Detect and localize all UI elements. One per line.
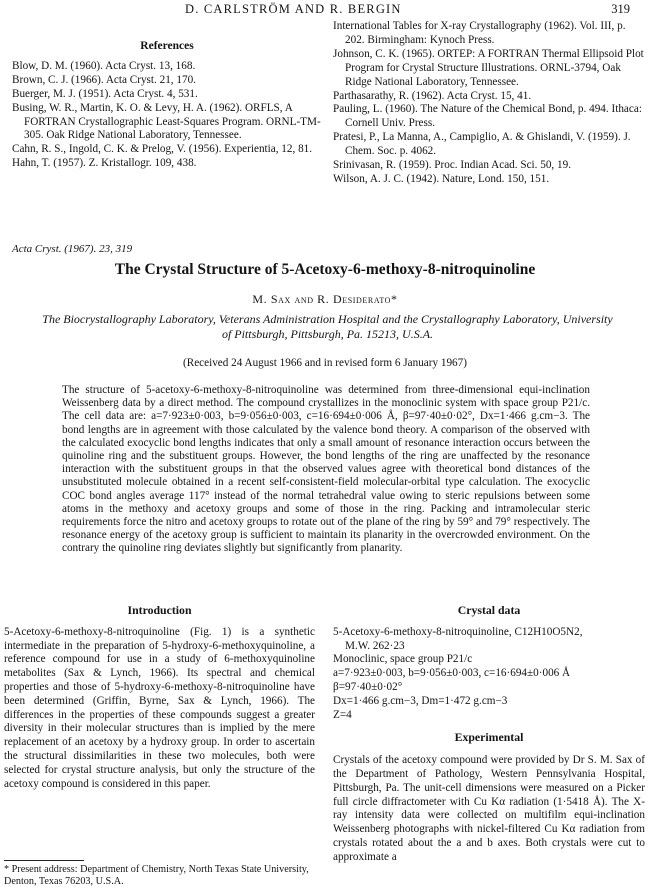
introduction-text: 5-Acetoxy-6-methoxy-8-nitroquinoline (Fig. 1) is a synthetic intermediate in the preparation of 5-hydroxy-6-methoxyquinoline, a reference compound for use in a study of 6-methoxyquinoline metabolites (Sax & Lynch, 1966). Its spectral and chemical properties and those of 5-hydroxy-6-methoxy-8-nitroquinoline have been determined (Griffin, Byrne, Sax & Lynch, 1966). The differences in the properties of these compounds suggest a greater diversity in their molecular structures than is implied by the mere replacement of an acetoxy by a hydroxy group. In order to ascertain the structural dissimilarities in these two molecules, both were selected for crystal structure analysis, but only the structure of the acetoxy compound is considered in this paper. <box>4 625 315 790</box>
running-head <box>0 2 650 20</box>
reference-item: Pratesi, P., La Manna, A., Campiglio, A. & Ghislandi, V. (1959). J. Chem. Soc. p. 4062. <box>333 131 631 158</box>
reference-item: Parthasarathy, R. (1962). Acta Cryst. 15, 41. <box>333 89 532 102</box>
crystal-data-line: β=97·40±0·02° <box>333 680 403 693</box>
article-title: The Crystal Structure of 5-Acetoxy-6-methoxy-8-nitroquinoline <box>114 261 536 278</box>
introduction-heading: Introduction <box>127 603 192 617</box>
crystal-data-line: Monoclinic, space group P21/c <box>333 653 473 666</box>
experimental-text: Crystals of the acetoxy compound were provided by Dr S. M. Sax of the Department of Pathology, Western Pennsylvania Hospital, Pittsburgh, Pa. The unit-cell dimensions were measured on a Picker full circle diffractometer with Cu Kα radiation (1·5418 Å). The X-ray intensity data were collected on multifilm equi-inclination Weissenberg photographs with nickel-filtered Cu Kα radiation from crystals rotated about the a and b axes. Both crystals were cut to approximate a <box>333 754 645 863</box>
article-authors: M. Sax and R. Desiderato* <box>252 292 398 306</box>
reference-item: Johnson, C. K. (1965). ORTEP: A FORTRAN Thermal Ellipsoid Plot Program for Crystal Structure Illustrations. ORNL-3794, Oak Ridge National Laboratory, Tennessee. <box>333 47 644 88</box>
abstract: The structure of 5-acetoxy-6-methoxy-8-nitroquinoline was determined from three-dimensional equi-inclination Weissenberg data by a direct method. The compound crystallizes in the monoclinic system with space group P21/c. The cell data are: a=7·923±0·003, b=9·056±0·003, c=16·694±0·006 Å, β=97·40±0·02°, Dx=1·466 g.cm−3. The bond lengths are in agreement with those calculated by the valence bond theory. A comparison of the observed with the calculated exocyclic bond lengths indicates that only a small amount of resonance interaction occurs between the quinoline ring and the substituent groups. However, the bond lengths of the ring are unaffected by the resonance interaction with the substituent groups in that the observed values agree with theoretical bond distances of the unsubstituted molecule obtained in a recent self-consistent-field molecular-orbital type calculation. The exocyclic COC bond angles average 117° instead of the normal tetrahedral value owing to steric repulsions between some atoms in the methoxy and acetoxy groups and some of those in the ring. Packing and intramolecular steric requirements force the nitro and acetoxy groups to rotate out of the plane of the ring by 59° and 79° respectively. The resonance energy of the acetoxy group is sufficient to maintain its planarity in the overcrowded environment. On the contrary the quinoline ring deviates slightly but significantly from planarity. <box>62 384 590 555</box>
reference-item: International Tables for X-ray Crystallography (1962). Vol. III, p. 202. Birmingham: Kynoch Press. <box>333 20 626 46</box>
reference-item: Pauling, L. (1960). The Nature of the Chemical Bond, p. 494. Ithaca: Cornell Univ. Press. <box>333 103 642 130</box>
reference-item: Busing, W. R., Martin, K. O. & Levy, H. A. (1962). ORFLS, A FORTRAN Crystallographic Least-Squares Program. ORNL-TM-305. Oak Ridge National Laboratory, Tennessee. <box>12 101 321 142</box>
reference-item: Wilson, A. J. C. (1942). Nature, Lond. 150, 151. <box>333 172 550 185</box>
running-head-title: D. CARLSTRÖM AND R. BERGIN <box>185 2 402 16</box>
crystal-data-line: Z=4 <box>333 708 352 721</box>
page-number: 319 <box>611 2 630 16</box>
introduction-section <box>4 604 315 791</box>
experimental-heading: Experimental <box>454 730 524 745</box>
reference-item: Buerger, M. J. (1951). Acta Cryst. 4, 531. <box>12 87 198 100</box>
crystal-data-line: 5-Acetoxy-6-methoxy-8-nitroquinoline, C12H10O5N2, <box>333 625 583 638</box>
reference-item: Hahn, T. (1957). Z. Kristallogr. 109, 438. <box>12 157 197 170</box>
received-dates: (Received 24 August 1966 and in revised form 6 January 1967) <box>183 357 467 369</box>
author-affiliation: The Biocrystallography Laboratory, Veterans Administration Hospital and the Crystallography Laboratory, University of Pittsburgh, Pittsburgh, Pa. 15213, U.S.A. <box>42 312 613 341</box>
reference-item: Srinivasan, R. (1959). Proc. Indian Acad. Sci. 50, 19. <box>333 159 572 172</box>
references-left-column <box>12 40 322 171</box>
reference-item: Cahn, R. S., Ingold, C. K. & Prelog, V. (1956). Experientia, 12, 81. <box>12 143 313 156</box>
journal-citation: Acta Cryst. (1967). 23, 319 <box>12 243 133 255</box>
reference-item: Blow, D. M. (1960). Acta Cryst. 13, 168. <box>12 59 196 72</box>
crystal-data-line: Dx=1·466 g.cm−3, Dm=1·472 g.cm−3 <box>333 694 508 707</box>
crystal-data-heading: Crystal data <box>457 603 521 617</box>
reference-item: Brown, C. J. (1966). Acta Cryst. 21, 170. <box>12 73 196 86</box>
crystal-data-line: M.W. 262·23 <box>345 639 405 652</box>
footnote-divider <box>4 860 84 861</box>
footnote: * Present address: Department of Chemistry, North Texas State University, Denton, Texas 76203, U.S.A. <box>4 864 309 888</box>
crystal-data-section <box>333 604 645 865</box>
references-right-column <box>333 20 645 187</box>
crystal-data-line: a=7·923±0·003, b=9·056±0·003, c=16·694±0·006 Å <box>333 667 571 680</box>
references-heading: References <box>140 40 194 52</box>
